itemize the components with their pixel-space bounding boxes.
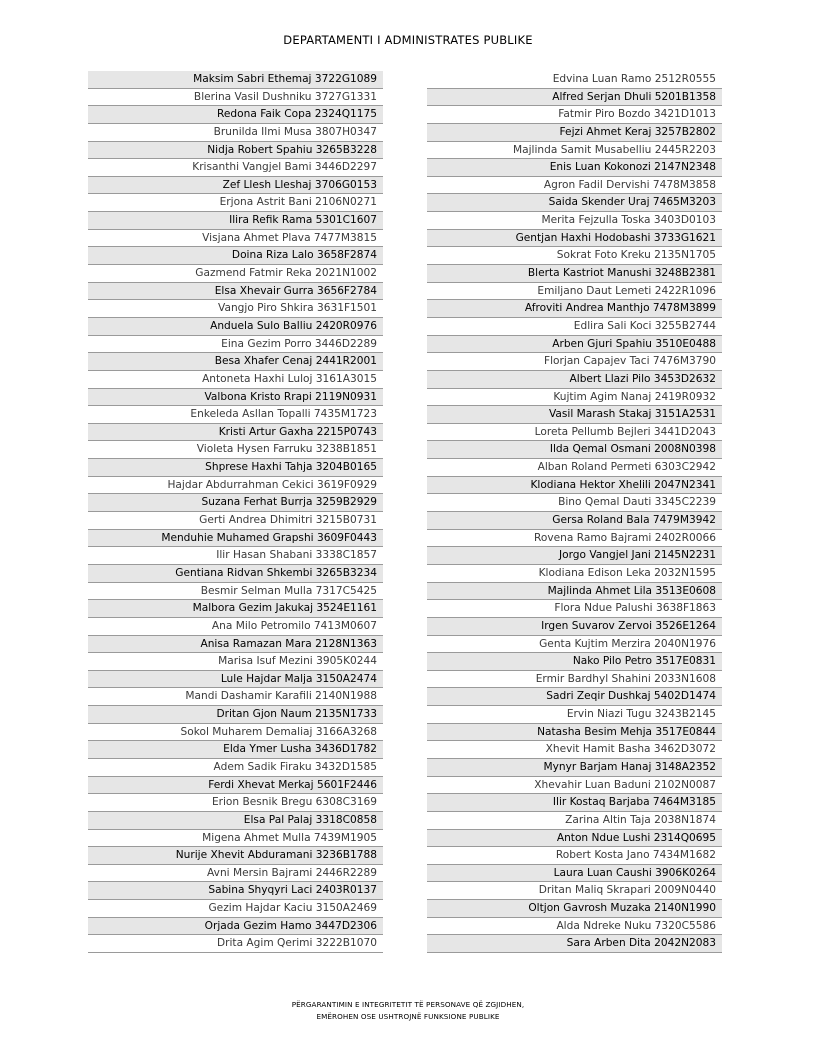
list-item: Nako Pilo Petro 3517E0831 bbox=[427, 653, 722, 671]
list-item: Bino Qemal Dauti 3345C2239 bbox=[427, 494, 722, 512]
left-name-list bbox=[88, 71, 383, 953]
list-item: Edvina Luan Ramo 2512R0555 bbox=[427, 71, 722, 89]
list-item: Ilir Hasan Shabani 3338C1857 bbox=[88, 547, 383, 565]
list-item: Rovena Ramo Bajrami 2402R0066 bbox=[427, 530, 722, 548]
list-item: Doina Riza Lalo 3658F2874 bbox=[88, 247, 383, 265]
list-item: Ilda Qemal Osmani 2008N0398 bbox=[427, 441, 722, 459]
list-item: Sabina Shyqyri Laci 2403R0137 bbox=[88, 882, 383, 900]
list-item: Ferdi Xhevat Merkaj 5601F2446 bbox=[88, 777, 383, 795]
list-item: Gersa Roland Bala 7479M3942 bbox=[427, 512, 722, 530]
list-item: Shprese Haxhi Tahja 3204B0165 bbox=[88, 459, 383, 477]
list-item: Dritan Gjon Naum 2135N1733 bbox=[88, 706, 383, 724]
list-item: Redona Faik Copa 2324Q1175 bbox=[88, 106, 383, 124]
list-item: Laura Luan Caushi 3906K0264 bbox=[427, 865, 722, 883]
list-item: Kujtim Agim Nanaj 2419R0932 bbox=[427, 389, 722, 407]
list-item: Nurije Xhevit Abduramani 3236B1788 bbox=[88, 847, 383, 865]
list-item: Kristi Artur Gaxha 2215P0743 bbox=[88, 424, 383, 442]
list-item: Fatmir Piro Bozdo 3421D1013 bbox=[427, 106, 722, 124]
list-item: Alfred Serjan Dhuli 5201B1358 bbox=[427, 89, 722, 107]
list-item: Sokol Muharem Demaliaj 3166A3268 bbox=[88, 724, 383, 742]
list-item: Gezim Hajdar Kaciu 3150A2469 bbox=[88, 900, 383, 918]
list-item: Fejzi Ahmet Keraj 3257B2802 bbox=[427, 124, 722, 142]
list-item: Maksim Sabri Ethemaj 3722G1089 bbox=[88, 71, 383, 89]
list-item: Merita Fejzulla Toska 3403D0103 bbox=[427, 212, 722, 230]
list-item: Elda Ymer Lusha 3436D1782 bbox=[88, 741, 383, 759]
list-item: Xhevahir Luan Baduni 2102N0087 bbox=[427, 777, 722, 795]
list-item: Sokrat Foto Kreku 2135N1705 bbox=[427, 247, 722, 265]
list-item: Mynyr Barjam Hanaj 3148A2352 bbox=[427, 759, 722, 777]
list-item: Antoneta Haxhi Luloj 3161A3015 bbox=[88, 371, 383, 389]
list-item: Oltjon Gavrosh Muzaka 2140N1990 bbox=[427, 900, 722, 918]
list-item: Irgen Suvarov Zervoi 3526E1264 bbox=[427, 618, 722, 636]
list-item: Klodiana Hektor Xhelili 2047N2341 bbox=[427, 477, 722, 495]
list-item: Erion Besnik Bregu 6308C3169 bbox=[88, 794, 383, 812]
list-item: Blerina Vasil Dushniku 3727G1331 bbox=[88, 89, 383, 107]
list-item: Saida Skender Uraj 7465M3203 bbox=[427, 194, 722, 212]
list-item: Visjana Ahmet Plava 7477M3815 bbox=[88, 230, 383, 248]
list-item: Emiljano Daut Lemeti 2422R1096 bbox=[427, 283, 722, 301]
list-item: Majlinda Ahmet Lila 3513E0608 bbox=[427, 583, 722, 601]
list-item: Natasha Besim Mehja 3517E0844 bbox=[427, 724, 722, 742]
list-item: Erjona Astrit Bani 2106N0271 bbox=[88, 194, 383, 212]
list-item: Enis Luan Kokonozi 2147N2348 bbox=[427, 159, 722, 177]
list-item: Lule Hajdar Malja 3150A2474 bbox=[88, 671, 383, 689]
list-item: Elsa Pal Palaj 3318C0858 bbox=[88, 812, 383, 830]
list-item: Suzana Ferhat Burrja 3259B2929 bbox=[88, 494, 383, 512]
list-item: Marisa Isuf Mezini 3905K0244 bbox=[88, 653, 383, 671]
list-item: Hajdar Abdurrahman Cekici 3619F0929 bbox=[88, 477, 383, 495]
list-item: Zef Llesh Lleshaj 3706G0153 bbox=[88, 177, 383, 195]
list-item: Afroviti Andrea Manthjo 7478M3899 bbox=[427, 300, 722, 318]
list-item: Edlira Sali Koci 3255B2744 bbox=[427, 318, 722, 336]
list-item: Florjan Capajev Taci 7476M3790 bbox=[427, 353, 722, 371]
list-item: Gentiana Ridvan Shkembi 3265B3234 bbox=[88, 565, 383, 583]
list-item: Jorgo Vangjel Jani 2145N2231 bbox=[427, 547, 722, 565]
list-item: Sara Arben Dita 2042N2083 bbox=[427, 935, 722, 953]
list-item: Valbona Kristo Rrapi 2119N0931 bbox=[88, 389, 383, 407]
list-item: Anisa Ramazan Mara 2128N1363 bbox=[88, 636, 383, 654]
list-item: Enkeleda Asllan Topalli 7435M1723 bbox=[88, 406, 383, 424]
list-item: Ana Milo Petromilo 7413M0607 bbox=[88, 618, 383, 636]
list-item: Besmir Selman Mulla 7317C5425 bbox=[88, 583, 383, 601]
list-item: Ervin Niazi Tugu 3243B2145 bbox=[427, 706, 722, 724]
list-item: Avni Mersin Bajrami 2446R2289 bbox=[88, 865, 383, 883]
list-item: Drita Agim Qerimi 3222B1070 bbox=[88, 935, 383, 953]
list-item: Zarina Altin Taja 2038N1874 bbox=[427, 812, 722, 830]
list-item: Menduhie Muhamed Grapshi 3609F0443 bbox=[88, 530, 383, 548]
list-item: Alban Roland Permeti 6303C2942 bbox=[427, 459, 722, 477]
list-item: Violeta Hysen Farruku 3238B1851 bbox=[88, 441, 383, 459]
list-item: Ilira Refik Rama 5301C1607 bbox=[88, 212, 383, 230]
footer-line-1: PËRGARANTIMIN E INTEGRITETIT TË PERSONAVE QË ZGJIDHEN, bbox=[291, 1000, 525, 1009]
list-item: Agron Fadil Dervishi 7478M3858 bbox=[427, 177, 722, 195]
footer-line-2: EMËROHEN OSE USHTROJNË FUNKSIONE PUBLIKE bbox=[316, 1012, 500, 1021]
list-item: Ilir Kostaq Barjaba 7464M3185 bbox=[427, 794, 722, 812]
footer bbox=[0, 999, 816, 1023]
list-item: Gentjan Haxhi Hodobashi 3733G1621 bbox=[427, 230, 722, 248]
list-item: Flora Ndue Palushi 3638F1863 bbox=[427, 600, 722, 618]
list-item: Brunilda Ilmi Musa 3807H0347 bbox=[88, 124, 383, 142]
list-item: Nidja Robert Spahiu 3265B3228 bbox=[88, 142, 383, 160]
list-item: Gerti Andrea Dhimitri 3215B0731 bbox=[88, 512, 383, 530]
list-item: Ermir Bardhyl Shahini 2033N1608 bbox=[427, 671, 722, 689]
list-item: Vasil Marash Stakaj 3151A2531 bbox=[427, 406, 722, 424]
list-item: Krisanthi Vangjel Bami 3446D2297 bbox=[88, 159, 383, 177]
list-item: Dritan Maliq Skrapari 2009N0440 bbox=[427, 882, 722, 900]
list-item: Klodiana Edison Leka 2032N1595 bbox=[427, 565, 722, 583]
right-name-list bbox=[427, 71, 722, 953]
list-item: Majlinda Samit Musabelliu 2445R2203 bbox=[427, 142, 722, 160]
list-item: Sadri Zeqir Dushkaj 5402D1474 bbox=[427, 688, 722, 706]
list-item: Orjada Gezim Hamo 3447D2306 bbox=[88, 918, 383, 936]
list-item: Robert Kosta Jano 7434M1682 bbox=[427, 847, 722, 865]
list-item: Blerta Kastriot Manushi 3248B2381 bbox=[427, 265, 722, 283]
list-item: Mandi Dashamir Karafili 2140N1988 bbox=[88, 688, 383, 706]
list-item: Arben Gjuri Spahiu 3510E0488 bbox=[427, 336, 722, 354]
list-item: Loreta Pellumb Bejleri 3441D2043 bbox=[427, 424, 722, 442]
list-item: Malbora Gezim Jakukaj 3524E1161 bbox=[88, 600, 383, 618]
list-item: Anton Ndue Lushi 2314Q0695 bbox=[427, 830, 722, 848]
list-item: Xhevit Hamit Basha 3462D3072 bbox=[427, 741, 722, 759]
page-title: DEPARTAMENTI I ADMINISTRATES PUBLIKE bbox=[283, 33, 533, 47]
list-item: Albert Llazi Pilo 3453D2632 bbox=[427, 371, 722, 389]
list-item: Migena Ahmet Mulla 7439M1905 bbox=[88, 830, 383, 848]
list-item: Besa Xhafer Cenaj 2441R2001 bbox=[88, 353, 383, 371]
list-item: Genta Kujtim Merzira 2040N1976 bbox=[427, 636, 722, 654]
list-item: Elsa Xhevair Gurra 3656F2784 bbox=[88, 283, 383, 301]
list-item: Anduela Sulo Balliu 2420R0976 bbox=[88, 318, 383, 336]
list-item: Gazmend Fatmir Reka 2021N1002 bbox=[88, 265, 383, 283]
list-item: Alda Ndreke Nuku 7320C5586 bbox=[427, 918, 722, 936]
list-item: Vangjo Piro Shkira 3631F1501 bbox=[88, 300, 383, 318]
list-item: Eina Gezim Porro 3446D2289 bbox=[88, 336, 383, 354]
list-item: Adem Sadik Firaku 3432D1585 bbox=[88, 759, 383, 777]
